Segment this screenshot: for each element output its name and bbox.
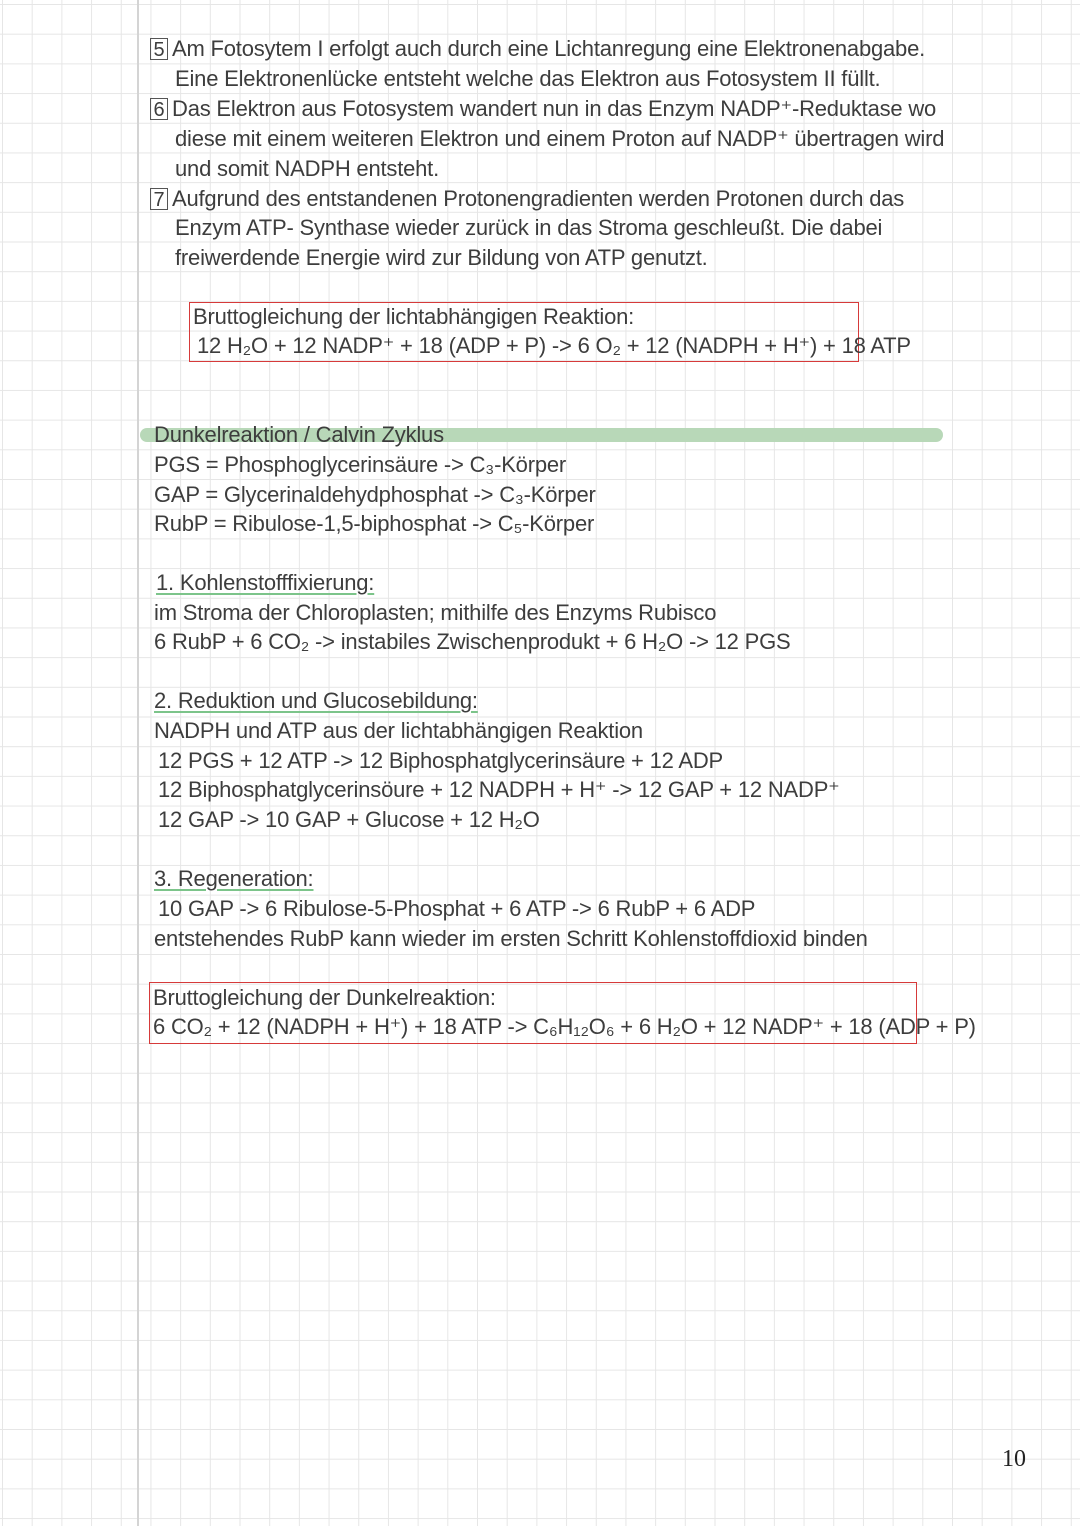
step-7-text-1: Aufgrund des entstandenen Protonengradienten werden Protonen durch das [172,186,905,211]
step-7-line-3: freiwerdende Energie wird zur Bildung von ATP genutzt. [175,245,708,270]
step-6-text-1: Das Elektron aus Fotosystem wandert nun in das Enzym NADP⁺-Reduktase wo [172,96,937,121]
def-gap: GAP = Glycerinaldehydphosphat -> C₃-Körper [154,482,596,507]
dark-equation-formula: 6 CO₂ + 12 (NADPH + H⁺) + 18 ATP -> C₆H₁₂O₆ + 6 H₂O + 12 NADP⁺ + 18 (ADP + P) [153,1014,976,1039]
def-rubp: RubP = Ribulose-1,5-biphosphat -> C₅-Körper [154,511,595,536]
dark-heading: Dunkelreaktion / Calvin Zyklus [154,422,444,447]
fixation-line-2: 6 RubP + 6 CO₂ -> instabiles Zwischenprodukt + 6 H₂O -> 12 PGS [154,629,791,654]
regeneration-title: 3. Regeneration: [154,866,314,891]
page-number: 10 [1002,1446,1026,1472]
step-7-line-2: Enzym ATP- Synthase wieder zurück in das Stroma geschleußt. Die dabei [175,215,883,240]
step-7-number: 7 [150,188,168,210]
dark-equation-title: Bruttogleichung der Dunkelreaktion: [153,985,496,1010]
light-equation-formula: 12 H₂O + 12 NADP⁺ + 18 (ADP + P) -> 6 O₂ + 12 (NADPH + H⁺) + 18 ATP [197,333,911,358]
margin-line [137,0,139,1526]
regeneration-line-1: 10 GAP -> 6 Ribulose-5-Phosphat + 6 ATP -> 6 RubP + 6 ADP [158,896,756,921]
step-5-line-2: Eine Elektronenlücke entsteht welche das Elektron aus Fotosystem II füllt. [175,66,881,91]
light-equation-title: Bruttogleichung der lichtabhängigen Reaktion: [193,304,635,329]
reduction-line-1: NADPH und ATP aus der lichtabhängigen Reaktion [154,718,643,743]
step-6-line-2: diese mit einem weiteren Elektron und einem Proton auf NADP⁺ übertragen wird [175,126,945,151]
step-5-text-1: Am Fotosytem I erfolgt auch durch eine Lichtanregung eine Elektronenabgabe. [172,36,926,61]
step-6-number: 6 [150,98,168,120]
reduction-line-3: 12 Biphosphatglycerinsöure + 12 NADPH + H⁺ -> 12 GAP + 12 NADP⁺ [158,777,840,802]
fixation-line-1: im Stroma der Chloroplasten; mithilfe des Enzyms Rubisco [154,600,717,625]
step-6-line-3: und somit NADPH entsteht. [175,156,440,181]
step-5-line-1 [150,34,925,64]
step-7-line-1 [150,184,904,214]
reduction-line-4: 12 GAP -> 10 GAP + Glucose + 12 H₂O [158,807,540,832]
step-6-line-1 [150,94,936,124]
def-pgs: PGS = Phosphoglycerinsäure -> C₃-Körper [154,452,567,477]
fixation-title: 1. Kohlenstofffixierung: [156,570,375,595]
regeneration-line-2: entstehendes RubP kann wieder im ersten Schritt Kohlenstoffdioxid binden [154,926,868,951]
reduction-title: 2. Reduktion und Glucosebildung: [154,688,478,713]
step-5-number: 5 [150,38,168,60]
reduction-line-2: 12 PGS + 12 ATP -> 12 Biphosphatglycerinsäure + 12 ADP [158,748,724,773]
